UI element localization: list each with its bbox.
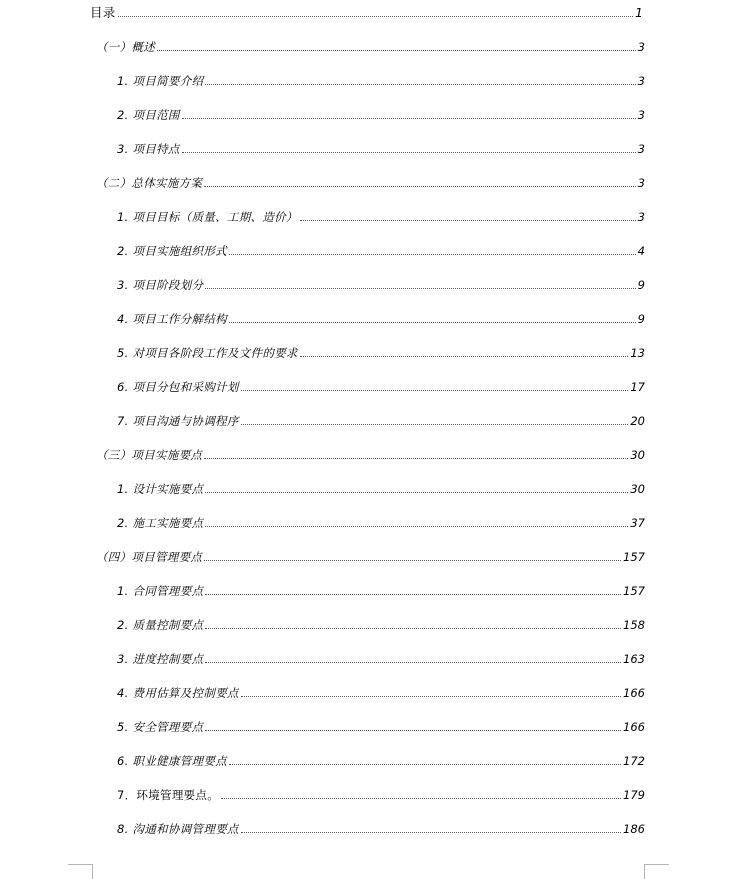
toc-title: 目录 <box>90 5 116 20</box>
toc-section-label: （四）项目管理要点 <box>96 550 203 564</box>
toc-item-label: 6. 职业健康管理要点 <box>117 754 227 768</box>
toc-item-label: 1. 设计实施要点 <box>117 482 204 496</box>
toc-leader <box>300 220 636 221</box>
toc-item-row[interactable] <box>0 718 742 734</box>
toc-page-number: 3 <box>637 108 645 122</box>
toc-page-number: 30 <box>630 482 645 496</box>
toc-item-row[interactable] <box>0 412 742 428</box>
toc-item-row[interactable] <box>0 344 742 360</box>
toc-page-number: 37 <box>630 516 645 530</box>
toc-leader <box>205 288 635 289</box>
toc-leader <box>182 152 636 153</box>
toc-item-label: 1. 项目目标（质量、工期、造价） <box>117 210 298 224</box>
toc-item-label: 2. 质量控制要点 <box>117 618 204 632</box>
toc-page-number: 157 <box>623 550 645 564</box>
toc-item-row[interactable] <box>0 208 742 224</box>
toc-page-number: 30 <box>630 448 645 462</box>
toc-leader <box>157 50 636 51</box>
toc-item-label: 7．环境管理要点。 <box>117 788 220 802</box>
toc-page-number: 166 <box>623 720 645 734</box>
crop-mark-right <box>644 864 669 879</box>
toc-leader <box>205 730 621 731</box>
toc-leader <box>241 696 621 697</box>
toc-page-number: 163 <box>623 652 645 666</box>
toc-page-number: 158 <box>623 618 645 632</box>
toc-item-row[interactable] <box>0 106 742 122</box>
toc-item-row[interactable] <box>0 752 742 768</box>
toc-leader <box>241 424 629 425</box>
toc-page-number: 3 <box>637 142 645 156</box>
toc-section-row[interactable] <box>0 446 742 462</box>
toc-leader <box>229 254 636 255</box>
toc-item-row[interactable] <box>0 378 742 394</box>
toc-page-number: 9 <box>637 312 645 326</box>
toc-item-row[interactable] <box>0 514 742 530</box>
toc-item-label: 1. 项目简要介绍 <box>117 74 204 88</box>
toc-item-label: 3. 项目阶段划分 <box>117 278 204 292</box>
toc-item-label: 3. 进度控制要点 <box>117 652 204 666</box>
toc-page-number: 9 <box>637 278 645 292</box>
toc-page-number: 3 <box>637 74 645 88</box>
toc-section-label: （一）概述 <box>96 40 155 54</box>
toc-leader <box>182 118 636 119</box>
toc-item-label: 2. 项目范围 <box>117 108 180 122</box>
toc-page-number: 13 <box>630 346 645 360</box>
toc-item-row[interactable] <box>0 616 742 632</box>
toc-page-number: 1 <box>635 5 643 20</box>
toc-section-row[interactable] <box>0 548 742 564</box>
toc-item-row[interactable] <box>0 786 742 802</box>
toc-section-label: （三）项目实施要点 <box>96 448 203 462</box>
toc-item-row[interactable] <box>0 242 742 258</box>
toc-page-number: 186 <box>623 822 645 836</box>
toc-item-row[interactable] <box>0 820 742 836</box>
toc-leader <box>205 84 635 85</box>
toc-page-number: 3 <box>637 176 645 190</box>
toc-leader <box>204 186 635 187</box>
toc-item-label: 5. 安全管理要点 <box>117 720 204 734</box>
toc-item-row[interactable] <box>0 480 742 496</box>
toc-page-number: 157 <box>623 584 645 598</box>
toc-item-row[interactable] <box>0 72 742 88</box>
toc-item-row[interactable] <box>0 140 742 156</box>
toc-leader <box>300 356 629 357</box>
toc-page-number: 17 <box>630 380 645 394</box>
toc-leader <box>229 764 621 765</box>
toc-item-row[interactable] <box>0 310 742 326</box>
toc-page-number: 179 <box>623 788 645 802</box>
toc-leader <box>205 492 628 493</box>
toc-leader <box>204 560 621 561</box>
toc-item-label: 6. 项目分包和采购计划 <box>117 380 239 394</box>
toc-item-label: 8. 沟通和协调管理要点 <box>117 822 239 836</box>
toc-item-label: 7. 项目沟通与协调程序 <box>117 414 239 428</box>
toc-item-label: 3. 项目特点 <box>117 142 180 156</box>
toc-leader <box>205 594 621 595</box>
toc-leader <box>204 458 628 459</box>
toc-leader <box>241 832 621 833</box>
toc-item-label: 4. 项目工作分解结构 <box>117 312 227 326</box>
toc-item-label: 2. 项目实施组织形式 <box>117 244 227 258</box>
toc-leader <box>221 798 621 799</box>
toc-leader <box>241 390 629 391</box>
crop-mark-left <box>68 864 93 879</box>
toc-page-number: 166 <box>623 686 645 700</box>
toc-item-row[interactable] <box>0 276 742 292</box>
toc-item-row[interactable] <box>0 684 742 700</box>
toc-page-number: 3 <box>637 40 645 54</box>
toc-item-label: 5. 对项目各阶段工作及文件的要求 <box>117 346 298 360</box>
toc-leader <box>205 628 621 629</box>
toc-page-number: 4 <box>637 244 645 258</box>
toc-item-row[interactable] <box>0 650 742 666</box>
toc-leader <box>205 526 628 527</box>
toc-item-label: 2. 施工实施要点 <box>117 516 204 530</box>
toc-section-row[interactable] <box>0 38 742 54</box>
toc-leader <box>205 662 621 663</box>
toc-section-row[interactable] <box>0 174 742 190</box>
toc-page-number: 3 <box>637 210 645 224</box>
toc-leader <box>229 322 636 323</box>
toc-item-label: 4. 费用估算及控制要点 <box>117 686 239 700</box>
toc-section-label: （二）总体实施方案 <box>96 176 203 190</box>
toc-page-number: 172 <box>623 754 645 768</box>
toc-leader <box>118 16 633 17</box>
toc-title-row[interactable] <box>0 4 742 20</box>
toc-page-number: 20 <box>630 414 645 428</box>
toc-item-label: 1. 合同管理要点 <box>117 584 204 598</box>
toc-item-row[interactable] <box>0 582 742 598</box>
